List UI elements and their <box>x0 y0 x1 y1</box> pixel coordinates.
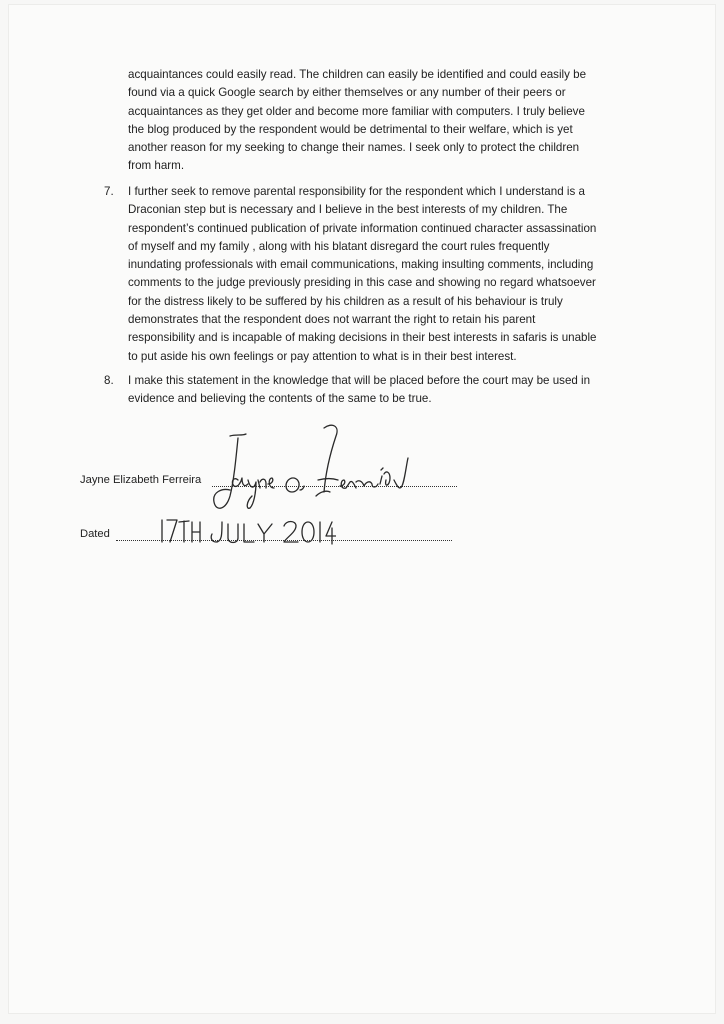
text-line: from harm. <box>128 159 185 173</box>
numbered-paragraph-8 <box>128 372 590 409</box>
signatory-name: Jayne Elizabeth Ferreira <box>80 474 202 486</box>
item-number: 8. <box>104 374 114 387</box>
text-line: another reason for my seeking to change their names. I seek only to protect the children <box>128 141 580 155</box>
item-number: 7. <box>104 185 114 198</box>
handwritten-signature <box>208 418 418 518</box>
text-line: to put aside his own feelings or pay attention to what is in their best interest. <box>128 349 517 363</box>
text-line: I further seek to remove parental responsibility for the respondent which I understand is a <box>128 185 585 198</box>
text-line: responsibility and is incapable of making decisions in their best interests in safaris is unable <box>128 331 597 345</box>
text-line: inundating professionals with email communications, making insulting comments, including <box>128 258 594 272</box>
text-line: I make this statement in the knowledge that will be placed before the court may be used in <box>128 374 591 387</box>
text-line: acquaintances could easily read. The children can easily be identified and could easily be <box>128 68 587 81</box>
numbered-paragraph-7 <box>128 183 597 366</box>
text-line: respondent’s continued publication of private information continued character assassination <box>128 221 597 235</box>
text-line: found via a quick Google search by either themselves or any number of their peers or <box>128 86 566 100</box>
text-line: comments to the judge previously presiding in this case and showing no regard whatsoever <box>128 276 596 290</box>
text-line: the blog produced by the respondent would be detrimental to their welfare, which is yet <box>128 122 573 136</box>
text-line: Draconian step but is necessary and I believe in the best interests of my children. The <box>128 203 568 217</box>
text-line: acquaintances as they get older and become more familiar with computers. I truly believe <box>128 104 585 118</box>
paragraph-continuation <box>128 66 586 176</box>
dated-label: Dated <box>80 528 110 540</box>
text-line: evidence and believing the contents of the same to be true. <box>128 392 432 406</box>
text-line: demonstrates that the respondent does not warrant the right to retain his parent <box>128 313 536 327</box>
handwritten-date <box>156 512 336 546</box>
text-line: of myself and my family , along with his blatant disregard the court rules frequently <box>128 239 550 253</box>
text-line: for the distress likely to be suffered by his children as a result of his behaviour is truly <box>128 294 563 308</box>
